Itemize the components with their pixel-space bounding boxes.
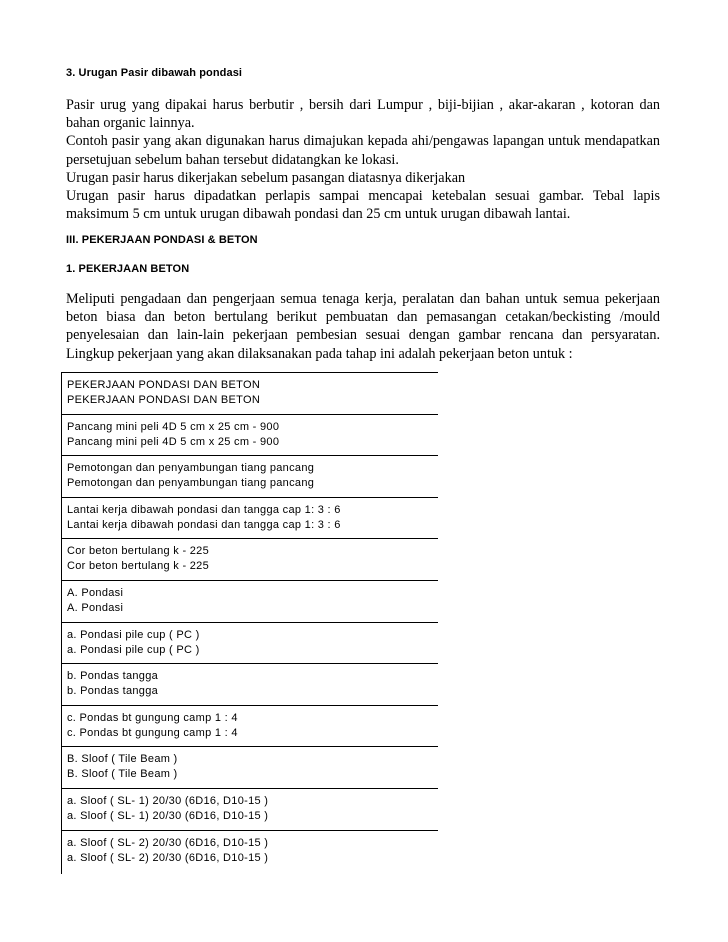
paragraph-line: persetujuan sebelum bahan tersebut didatangkan ke lokasi. xyxy=(66,151,399,168)
table-cell-line: A. Pondasi xyxy=(67,587,124,599)
table-cell-line: Pancang mini peli 4D 5 cm x 25 cm - 900 xyxy=(67,420,280,433)
table-row xyxy=(62,746,438,788)
table-cell-line: B. Sloof ( Tile Beam ) xyxy=(67,753,178,766)
table-row xyxy=(62,830,438,872)
pekerjaan-beton-heading: 1. PEKERJAAN BETON xyxy=(66,263,190,275)
table-cell-line: Cor beton bertulang k - 225 xyxy=(67,545,210,558)
table-cell-line: Pancang mini peli 4D 5 cm x 25 cm - 900 xyxy=(67,435,280,448)
beton-paragraph xyxy=(66,290,660,363)
table-row xyxy=(62,372,438,414)
table-cell-line: a. Sloof ( SL- 2) 20/30 (6D16, D10-15 ) xyxy=(67,836,269,849)
paragraph-line: Urugan pasir harus dipadatkan perlapis sampai mencapai ketebalan sesuai gambar. Tebal lapis xyxy=(66,188,660,205)
table-row xyxy=(62,663,438,705)
paragraph-line: Lingkup pekerjaan yang akan dilaksanakan pada tahap ini adalah pekerjaan beton untuk : xyxy=(66,345,573,362)
section-iii-heading: III. PEKERJAAN PONDASI & BETON xyxy=(66,234,258,246)
table-cell-line: PEKERJAAN PONDASI DAN BETON xyxy=(67,394,261,406)
table-row xyxy=(62,455,438,497)
paragraph-line: bahan organic lainnya. xyxy=(66,115,195,132)
paragraph-line: Contoh pasir yang akan digunakan harus dimajukan kepada ahi/pengawas lapangan untuk mendapatkan xyxy=(66,133,660,150)
paragraph-line: Pasir urug yang dipakai harus berbutir , bersih dari Lumpur , biji-bijian , akar-akaran , kotoran dan xyxy=(66,97,660,113)
table-cell-line: a. Sloof ( SL- 2) 20/30 (6D16, D10-15 ) xyxy=(67,851,269,864)
paragraph-line: maksimum 5 cm untuk urugan dibawah pondasi dan 25 cm untuk urugan dibawah lantai. xyxy=(66,206,571,223)
paragraph-line: penyelesaian dan lain-lain pekerjaan pembesian sesuai dengan gambar rencana dan persyaratan. xyxy=(66,327,660,344)
table-row xyxy=(62,580,438,622)
table-cell-line: Cor beton bertulang k - 225 xyxy=(67,560,210,573)
table-cell-line: Lantai kerja dibawah pondasi dan tangga cap 1: 3 : 6 xyxy=(67,503,341,516)
paragraph-line: Urugan pasir harus dikerjakan sebelum pasangan diatasnya dikerjakan xyxy=(66,169,466,186)
table-row xyxy=(62,622,438,664)
table-cell-line: Lantai kerja dibawah pondasi dan tangga cap 1: 3 : 6 xyxy=(67,518,341,531)
table-cell-line: Pemotongan dan penyambungan tiang pancang xyxy=(67,477,315,490)
table-row xyxy=(62,497,438,539)
table-cell-line: c. Pondas bt gungung camp 1 : 4 xyxy=(67,711,238,724)
table-cell-line: b. Pondas tangga xyxy=(67,685,159,698)
table-cell-line: b. Pondas tangga xyxy=(67,670,159,683)
table-cell-line: c. Pondas bt gungung camp 1 : 4 xyxy=(67,726,238,739)
table-cell-line: a. Sloof ( SL- 1) 20/30 (6D16, D10-15 ) xyxy=(67,810,269,822)
table-cell-line: B. Sloof ( Tile Beam ) xyxy=(67,768,178,781)
table-cell-line: Pemotongan dan penyambungan tiang pancang xyxy=(67,462,315,475)
table-cell-line: a. Pondasi pile cup ( PC ) xyxy=(67,628,200,641)
work-items-table xyxy=(61,372,438,874)
urugan-heading: 3. Urugan Pasir dibawah pondasi xyxy=(66,67,243,79)
paragraph-line: Meliputi pengadaan dan pengerjaan semua tenaga kerja, peralatan dan bahan untuk semua pekerjaan xyxy=(66,291,660,307)
table-cell-line: a. Sloof ( SL- 1) 20/30 (6D16, D10-15 ) xyxy=(67,795,269,807)
urugan-paragraph xyxy=(66,96,660,223)
table-row xyxy=(62,705,438,747)
table-row xyxy=(62,414,438,456)
table-cell-line: PEKERJAAN PONDASI DAN BETON xyxy=(67,379,261,391)
table-row xyxy=(62,788,438,830)
table-cell-line: A. Pondasi xyxy=(67,602,124,614)
table-row xyxy=(62,538,438,580)
paragraph-line: beton biasa dan beton bertulang berikut pembuatan dan pemasangan cetakan/beckisting /mould xyxy=(66,309,660,326)
table-cell-line: a. Pondasi pile cup ( PC ) xyxy=(67,643,200,656)
